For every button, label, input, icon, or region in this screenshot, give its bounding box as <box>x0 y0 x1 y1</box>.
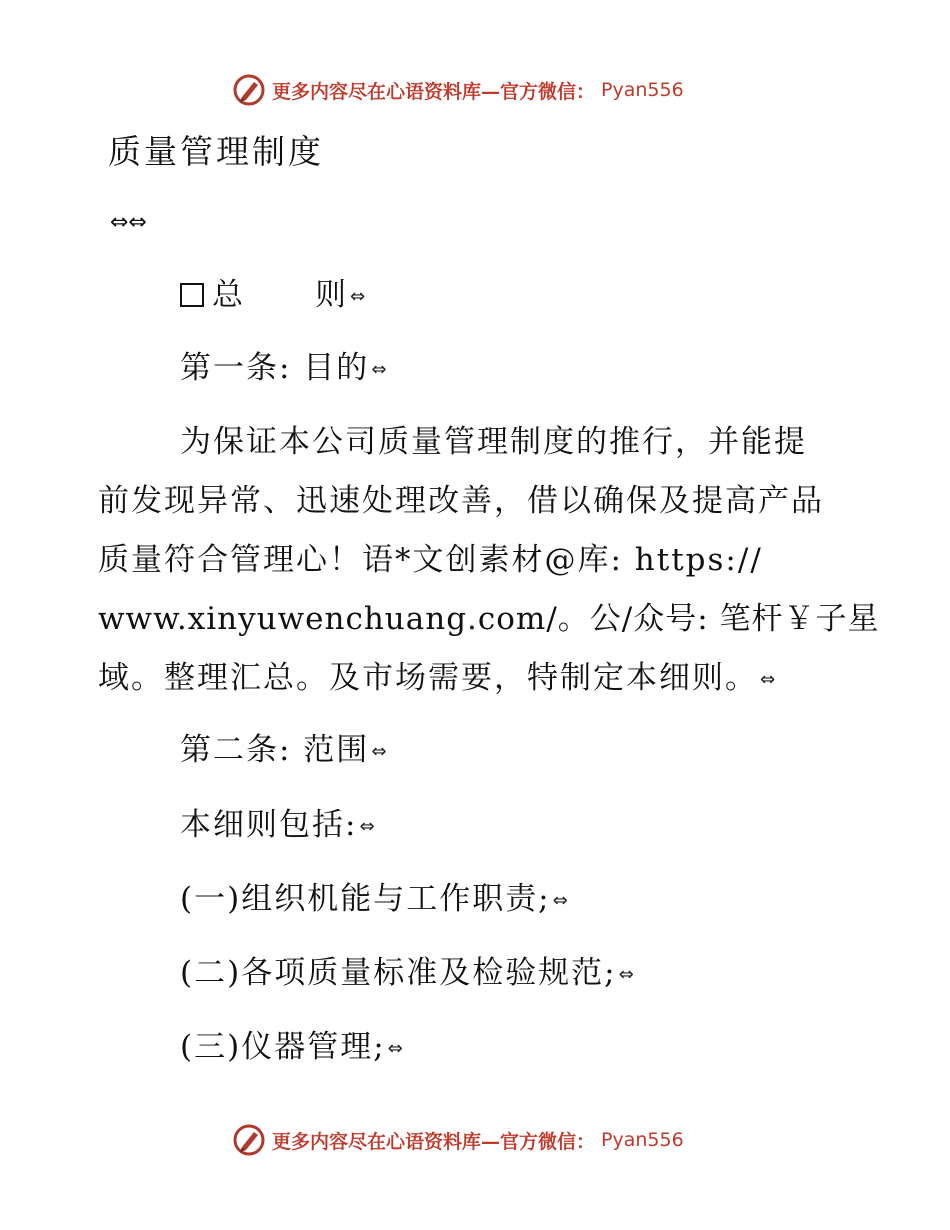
article1-heading <box>180 348 386 390</box>
paragraph-mark-double: ⇔⇔ <box>110 210 147 235</box>
pen-logo-icon <box>232 1123 266 1157</box>
list-item <box>180 1027 403 1069</box>
pen-logo-icon <box>232 73 266 107</box>
article2-heading-text: 第二条: 范围 <box>180 732 370 768</box>
list-item-text: (三)仪器管理; <box>180 1029 386 1065</box>
watermark-banner-bottom <box>232 1120 684 1160</box>
article1-body-line-2: 前发现异常、迅速处理改善，借以确保及提高产品 <box>98 483 824 519</box>
paragraph-mark: ⇔ <box>760 668 776 690</box>
watermark-text: 更多内容尽在心语资料库—官方微信： <box>272 1130 596 1153</box>
list-item <box>180 953 634 995</box>
checkbox-icon <box>180 283 204 307</box>
paragraph-mark: ⇔ <box>350 285 366 307</box>
paragraph-mark: ⇔ <box>552 889 568 911</box>
list-item-text: (二)各项质量标准及检验规范; <box>180 955 617 991</box>
list-item <box>180 879 568 921</box>
section-heading-first: 总 <box>212 277 245 313</box>
section-heading-second: 则 <box>315 277 348 313</box>
article2-intro-text: 本细则包括: <box>180 807 358 843</box>
document-title: 质量管理制度 <box>108 132 324 171</box>
watermark-wechat: Pyan556 <box>601 79 684 101</box>
watermark-text: 更多内容尽在心语资料库—官方微信： <box>272 80 596 103</box>
paragraph-mark: ⇔ <box>359 815 375 837</box>
article1-body-line-5-text: 域。整理汇总。及市场需要，特制定本细则。 <box>98 660 758 696</box>
paragraph-mark: ⇔ <box>371 358 387 380</box>
article1-body-line-4: www.xinyuwenchuang.com/。公/众号: 笔杆￥子星 <box>98 601 880 637</box>
watermark-banner-top <box>232 70 684 110</box>
paragraph-mark: ⇔ <box>371 740 387 762</box>
paragraph-mark: ⇔ <box>387 1037 403 1059</box>
article1-body-line-5 <box>98 658 775 700</box>
article2-heading <box>180 730 386 772</box>
watermark-wechat: Pyan556 <box>601 1129 684 1151</box>
article1-body-line-1: 为保证本公司质量管理制度的推行，并能提 <box>180 424 807 460</box>
article1-heading-text: 第一条: 目的 <box>180 350 370 386</box>
article1-body-line-3: 质量符合管理心！语*文创素材@库: https:// <box>98 542 763 578</box>
article2-intro <box>180 805 375 847</box>
paragraph-mark: ⇔ <box>618 963 634 985</box>
section-heading <box>180 275 365 317</box>
list-item-text: (一)组织机能与工作职责; <box>180 881 551 917</box>
